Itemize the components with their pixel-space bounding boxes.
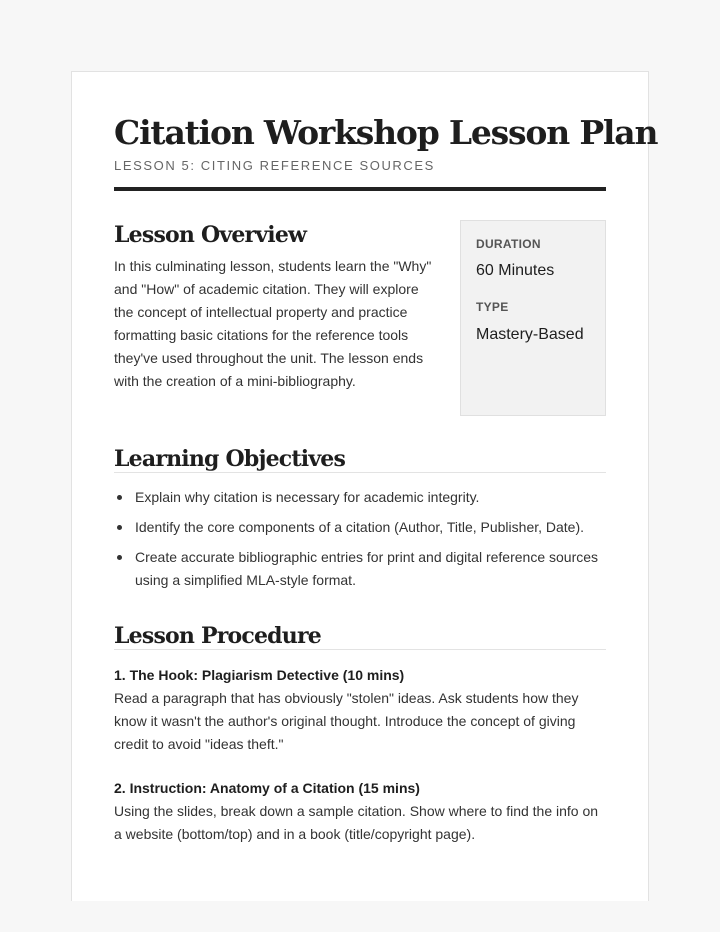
duration-label: DURATION [476,237,541,251]
title-divider [114,187,606,191]
step-text: Read a paragraph that has obviously "stolen" ideas. Ask students how they know it wasn't the author's original thought. Introduce the concept of giving credit to avoid "ideas theft." [114,690,579,752]
step-text: Using the slides, break down a sample citation. Show where to find the info on a website (bottom/top) and in a book (title/copyright page). [114,803,599,842]
bullet-icon [117,525,122,530]
bullet-icon [117,555,122,560]
type-value: Mastery-Based [476,326,584,343]
objective-text: Explain why citation is necessary for academic integrity. [135,489,480,505]
list-item [114,516,606,539]
step-title: 2. Instruction: Anatomy of a Citation (15 mins) [114,780,420,796]
objectives-divider [114,472,606,473]
objectives-list [114,486,606,599]
type-label: TYPE [476,300,509,314]
list-item [114,486,606,509]
procedure-heading: Lesson Procedure [114,623,321,649]
objectives-heading: Learning Objectives [114,446,346,472]
procedure-divider [114,649,606,650]
list-item [114,546,606,592]
objective-text: Create accurate bibliographic entries for print and digital reference sources using a simplified MLA-style format. [135,549,599,588]
overview-heading: Lesson Overview [114,222,307,248]
lesson-info-box [460,220,606,416]
document-page [71,71,658,901]
step-title: 1. The Hook: Plagiarism Detective (10 mins) [114,667,405,683]
duration-value: 60 Minutes [476,262,555,279]
document-title: Citation Workshop Lesson Plan [114,113,658,152]
overview-text: In this culminating lesson, students learn the "Why" and "How" of academic citation. They will explore the concept of intellectual property and practice formatting basic citations for the reference tools they've used throughout the unit. The lesson ends with the creation of a mini-bibliography. [114,258,432,389]
bullet-icon [117,495,122,500]
document-subtitle: LESSON 5: CITING REFERENCE SOURCES [114,158,435,173]
objective-text: Identify the core components of a citation (Author, Title, Publisher, Date). [135,519,585,535]
